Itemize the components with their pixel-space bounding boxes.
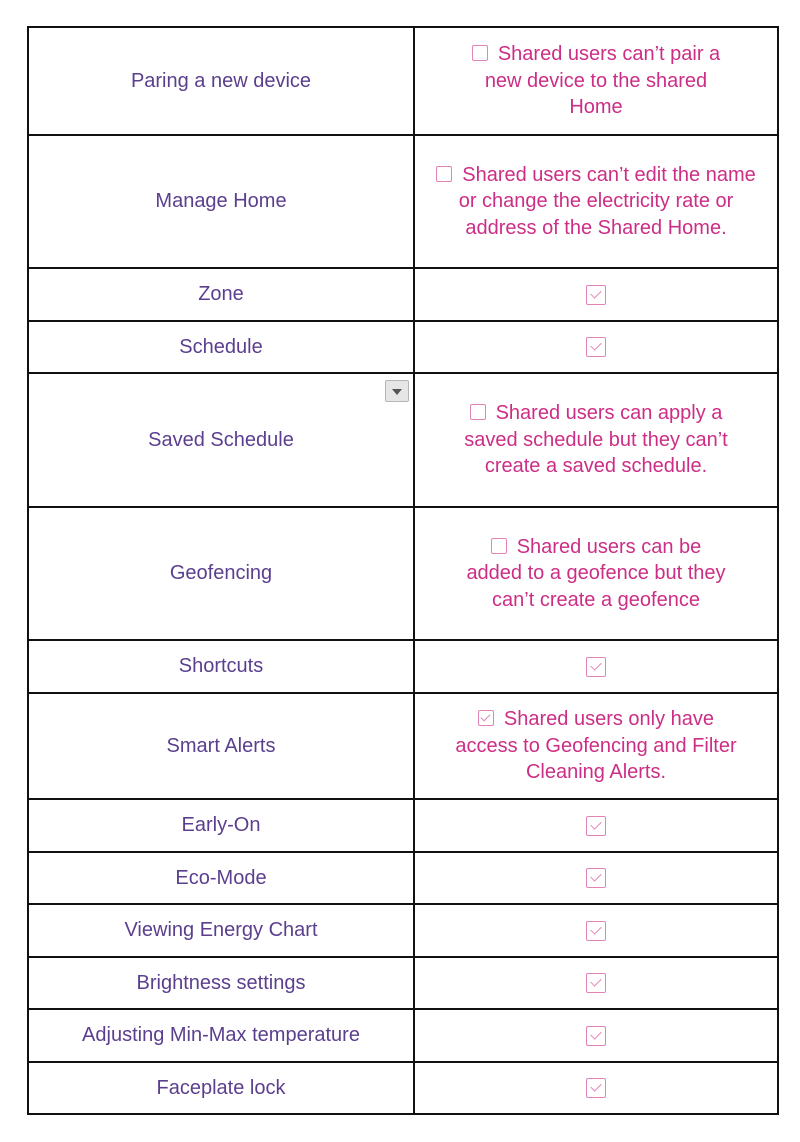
feature-label: Eco-Mode [28, 852, 414, 904]
table-row [28, 135, 778, 268]
checked-checkbox-icon[interactable] [586, 285, 606, 305]
permission-cell [414, 799, 778, 852]
unchecked-checkbox-icon[interactable] [470, 404, 486, 420]
checked-checkbox-icon[interactable] [586, 1078, 606, 1098]
feature-label: Viewing Energy Chart [28, 904, 414, 957]
permission-note-text: Shared users can apply a saved schedule but they can’t create a saved schedule. [464, 402, 728, 478]
table-row [28, 693, 778, 799]
permission-cell [414, 135, 778, 268]
permission-note [436, 706, 756, 786]
feature-cell [28, 373, 414, 507]
table-row [28, 799, 778, 852]
unchecked-checkbox-icon[interactable] [472, 45, 488, 61]
feature-label: Zone [28, 268, 414, 321]
table-row [28, 321, 778, 373]
table-row [28, 957, 778, 1009]
table-row [28, 852, 778, 904]
feature-label: Brightness settings [28, 957, 414, 1009]
feature-label: Paring a new device [28, 27, 414, 135]
feature-label: Manage Home [28, 135, 414, 268]
permission-cell [414, 693, 778, 799]
checked-checkbox-icon[interactable] [478, 710, 494, 726]
permission-cell [414, 852, 778, 904]
permission-note [451, 534, 741, 614]
permission-note-text: Shared users can be added to a geofence but they can’t create a geofence [466, 535, 726, 611]
checked-checkbox-icon[interactable] [586, 816, 606, 836]
checked-checkbox-icon[interactable] [586, 657, 606, 677]
feature-label: Adjusting Min-Max temperature [28, 1009, 414, 1062]
feature-label: Schedule [28, 321, 414, 373]
feature-label: Faceplate lock [28, 1062, 414, 1114]
table-row [28, 1062, 778, 1114]
table-row [28, 904, 778, 957]
permission-cell [414, 957, 778, 1009]
permission-note-text: Shared users can’t edit the name or change the electricity rate or address of the Shared Home. [458, 163, 756, 239]
permission-cell [414, 1062, 778, 1114]
checked-checkbox-icon[interactable] [586, 973, 606, 993]
feature-label: Smart Alerts [28, 693, 414, 799]
permission-note [431, 400, 761, 480]
table-row [28, 640, 778, 693]
permission-note [446, 41, 746, 121]
permission-cell [414, 27, 778, 135]
dropdown-arrow-icon[interactable] [385, 380, 409, 402]
permission-cell [414, 268, 778, 321]
checked-checkbox-icon[interactable] [586, 337, 606, 357]
permission-cell [414, 1009, 778, 1062]
table-row [28, 268, 778, 321]
table-row [28, 507, 778, 640]
unchecked-checkbox-icon[interactable] [491, 538, 507, 554]
feature-label: Saved Schedule [148, 428, 294, 451]
table-row [28, 27, 778, 135]
permission-note-text: Shared users can’t pair a new device to the shared Home [484, 43, 721, 119]
table-row [28, 1009, 778, 1062]
permission-cell [414, 507, 778, 640]
checked-checkbox-icon[interactable] [586, 921, 606, 941]
checked-checkbox-icon[interactable] [586, 868, 606, 888]
table-row [28, 373, 778, 507]
feature-label: Early-On [28, 799, 414, 852]
permission-cell [414, 640, 778, 693]
feature-label: Geofencing [28, 507, 414, 640]
permissions-table [27, 26, 779, 1115]
permission-cell [414, 321, 778, 373]
checked-checkbox-icon[interactable] [586, 1026, 606, 1046]
permission-cell [414, 904, 778, 957]
feature-label: Shortcuts [28, 640, 414, 693]
permission-note [426, 162, 766, 242]
unchecked-checkbox-icon[interactable] [436, 166, 452, 182]
permission-cell [414, 373, 778, 507]
permission-note-text: Shared users only have access to Geofencing and Filter Cleaning Alerts. [455, 708, 737, 784]
